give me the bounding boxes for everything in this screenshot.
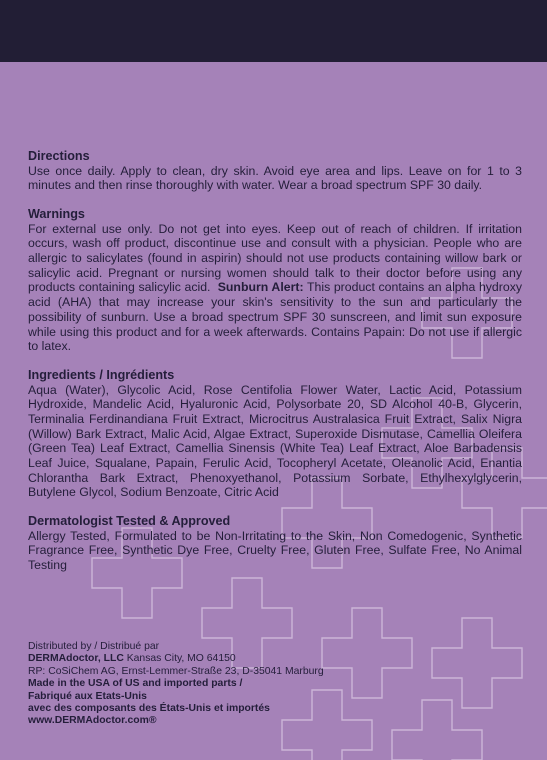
- sunburn-alert-label: Sunburn Alert:: [217, 280, 304, 295]
- rp-line: RP: CoSiChem AG, Ernst-Lemmer-Straße 23, D-35041 Marburg: [28, 665, 324, 677]
- label-content: [28, 149, 522, 587]
- directions-heading: Directions: [28, 149, 90, 163]
- warnings-heading: Warnings: [28, 207, 85, 221]
- tested-text: Allergy Tested, Formulated to be Non-Irritating to the Skin, Non Comedogenic, Synthetic Fragrance Free, Synthetic Dye Free, Cruelty Free, Gluten Free, Sulfate Free, No Animal Testing: [28, 528, 522, 573]
- website-link[interactable]: www.DERMAdoctor.com®: [28, 715, 157, 727]
- cross-outline-8: [432, 618, 522, 708]
- company-city: Kansas City, MO 64150: [123, 653, 236, 665]
- tested-section: [28, 514, 522, 573]
- tested-heading: Dermatologist Tested & Approved: [28, 514, 231, 529]
- fabrique-line: Fabriqué aux Etats-Unis: [28, 690, 147, 702]
- distributed-by: Distributed by / Distribué par: [28, 641, 160, 652]
- directions-text: Use once daily. Apply to clean, dry skin. Avoid eye area and lips. Leave on for 1 to 3 minutes and then rinse thoroughly with water. Wear a broad spectrum SPF 30 daily.: [28, 163, 522, 193]
- made-in-usa-line: Made in the USA of US and imported parts /: [28, 678, 243, 690]
- warnings-text: [28, 222, 522, 354]
- warnings-text-main: For external use only. Do not get into eyes. Keep out of reach of children. If irritation occurs, wash off product, discontinue use and consult with a physician. People who are allergic to salicylates (found in aspirin) should not use products containing willow bark or salicylic acid. Pregnant or nursing women should talk to their doctor before using any products containing salicylic acid.: [28, 221, 522, 295]
- warnings-text-sunburn: This product contains an alpha hydroxy acid (AHA) that may increase your skin's sensitivity to the sun and particularly the possibility of sunburn. Use a broad spectrum SPF 30 sunscreen, and limit sun exposure while using this product and for a week afterwards. Contains Papain: Do not use if allergic to latex.: [28, 280, 523, 354]
- company-line: [28, 653, 428, 665]
- warnings-section: [28, 207, 522, 354]
- composants-line: avec des composants des États-Unis et importés: [28, 703, 270, 715]
- directions-section: [28, 149, 522, 193]
- company-name: DERMAdoctor, LLC: [28, 653, 124, 665]
- distributor-footer: [28, 641, 428, 728]
- ingredients-heading: Ingredients / Ingrédients: [28, 367, 175, 382]
- ingredients-section: [28, 368, 522, 500]
- ingredients-text: Aqua (Water), Glycolic Acid, Rose Centifolia Flower Water, Lactic Acid, Potassium Hydroxide, Mandelic Acid, Hyaluronic Acid, Polysorbate 20, SD Alcohol 40-B, Glycerin, Terminalia Ferdinandiana Fruit Extract, Microcitrus Australasica Fruit Extract, Salix Nigra (Willow) Bark Extract, Malic Acid, Algae Extract, Superoxide Dismutase, Camellia Oleifera (Green Tea) Leaf Extract, Camellia Sinensis (White Tea) Leaf Extract, Aloe Barbadensis Leaf Juice, Squalane, Papain, Ferulic Acid, Tocopheryl Acetate, Oleanolic Acid, Enantia Chlorantha Bark Extract, Phenoxyethanol, Potassium Sorbate, Ethylhexylglycerin, Butylene Glycol, Sodium Benzoate, Citric Acid: [28, 382, 522, 500]
